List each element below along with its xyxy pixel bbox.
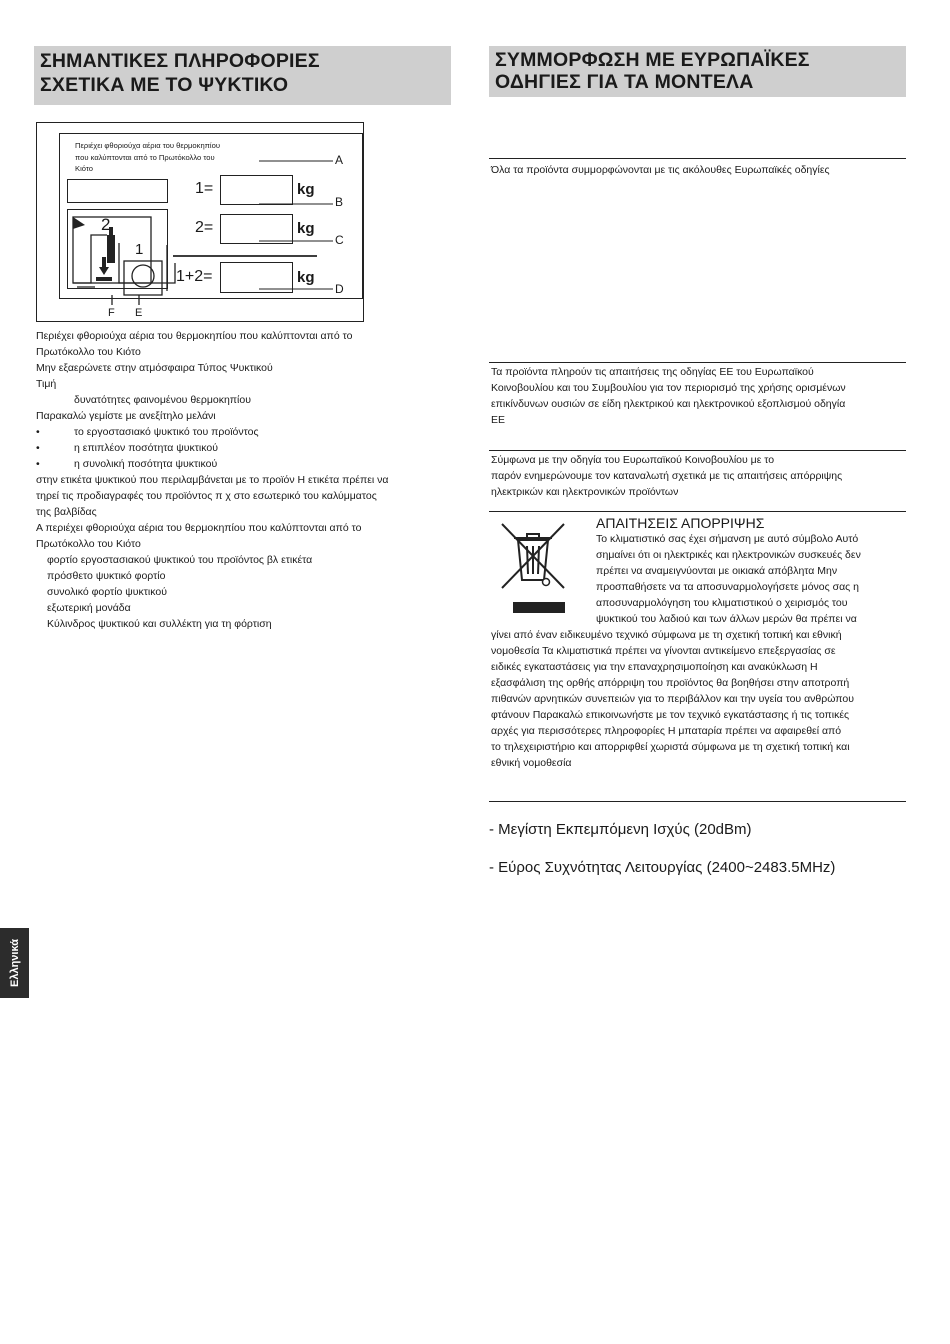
disposal-wide-text (491, 627, 904, 771)
left-body-line5: δυνατότητες φαινομένου θερμοκηπίου (74, 394, 251, 406)
disposal-line: σημαίνει ότι οι ηλεκτρικές και ηλεκτρονικών συσκευές δεν (596, 549, 861, 561)
legend-item: συνολικό φορτίο ψυκτικού (47, 586, 167, 598)
frequency-range-spec: - Εύρος Συχνότητας Λειτουργίας (2400~2483.5MHz) (489, 859, 836, 876)
right-heading-line2: ΟΔΗΓΙΕΣ ΓΙΑ ΤΑ ΜΟΝΤΕΛΑ (495, 71, 754, 93)
callout-f: F (108, 307, 115, 319)
rohs-line: Τα προϊόντα πληρούν τις απαιτήσεις της οδηγίας ΕΕ του Ευρωπαϊκού (491, 366, 814, 378)
divider (489, 362, 906, 363)
left-body2-line1: στην ετικέτα ψυκτικού που περιλαμβάνεται με το προϊόν Η ετικέτα πρέπει να (36, 474, 389, 486)
right-heading-line1: ΣΥΜΜΟΡΦΩΣΗ ΜΕ ΕΥΡΩΠΑΪΚΕΣ (495, 49, 810, 71)
left-body2-line2: τηρεί τις προδιαγραφές του προϊόντος π χ στο εσωτερικό του καλύμματος (36, 490, 377, 502)
weee-line: ηλεκτρικών και ηλεκτρονικών προϊόντων (491, 486, 679, 498)
legend-item: εξωτερική μονάδα (47, 602, 131, 614)
left-body-line4: Τιμή (36, 378, 57, 390)
disposal-line: Το κλιματιστικό σας έχει σήμανση με αυτό σύμβολο Αυτό (596, 533, 859, 545)
bullet-text: το εργοστασιακό ψυκτικό του προϊόντος (74, 426, 259, 438)
disposal-narrow-text (596, 531, 904, 627)
left-section-heading (34, 46, 451, 105)
weee-paragraph (491, 452, 904, 500)
legend-item: φορτίο εργοστασιακού ψυκτικού του προϊόντος βλ ετικέτα (47, 554, 313, 566)
factory-charge-box (220, 175, 293, 205)
factory-charge-unit: kg (297, 181, 315, 198)
bullet-icon: • (36, 426, 40, 438)
callout-a: A (335, 153, 344, 167)
left-body-line2: Πρωτόκολλο του Κιότο (36, 346, 141, 358)
disposal-line: γίνει από έναν ειδικευμένο τεχνικό σύμφωνα με τη σχετική τοπική και εθνική (491, 629, 842, 641)
disposal-line: το τηλεχειριστήριο και απορριφθεί χωριστά σύμφωνα με τη σχετική τοπική και (491, 741, 850, 753)
disposal-line: εξασφάλιση της ορθής απόρριψη του προϊόντος θα βοηθήσει στην αποτροπή (491, 677, 850, 689)
disposal-line: αρχές για περισσότερες πληροφορίες Η μπαταρία πρέπει να αφαιρεθεί από (491, 725, 842, 737)
weee-line: Σύμφωνα με την οδηγία του Ευρωπαϊκού Κοινοβουλίου με το (491, 454, 775, 466)
language-tab-label: Ελληνικά (8, 939, 21, 987)
additional-charge-row-label: 2= (195, 219, 214, 236)
rohs-line: επικίνδυνων ουσιών σε είδη ηλεκτρικού και ηλεκτρονικού εξοπλισμού οδηγία (491, 398, 846, 410)
factory-charge-row-label: 1= (195, 180, 214, 197)
language-side-tab (0, 928, 29, 998)
label-text-line2: που καλύπτονται από το Πρωτόκολλο του (75, 152, 215, 162)
disposal-line: πρέπει να αναμειγνύονται με οικιακά απόβλητα Μην (596, 565, 838, 577)
label-text-line3: Κιότο (75, 164, 93, 173)
left-body-line3: Μην εξαερώνετε στην ατμόσφαιρα Τύπος Ψυκτικού (36, 362, 273, 374)
divider (489, 801, 906, 802)
divider (489, 511, 906, 512)
disposal-line: προσπαθήσετε να τα αποσυναρμολογήσετε μόνος σας η (596, 581, 859, 593)
bullet-text: η συνολική ποσότητα ψυκτικού (74, 458, 218, 470)
rohs-line: Κοινοβουλίου και του Συμβουλίου για τον περιορισμό της χρήσης ορισμένων (491, 382, 846, 394)
total-charge-row-label: 1+2= (176, 268, 213, 285)
additional-charge-unit: kg (297, 220, 315, 237)
rohs-paragraph (491, 364, 904, 428)
divider (489, 450, 906, 451)
disposal-line: πιθανών αρνητικών συνεπειών για το περιβάλλον και την υγεία του ανθρώπου (491, 693, 854, 705)
left-body2-line4: Α περιέχει φθοριούχα αέρια του θερμοκηπίου που καλύπτονται από το (36, 522, 362, 534)
disposal-line: νομοθεσία Τα κλιματιστικά πρέπει να γίνονται αντικείμενο επεξεργασίας σε (491, 645, 836, 657)
total-charge-box (220, 262, 293, 293)
legend-item: Κύλινδρος ψυκτικού και συλλέκτη για τη φόρτιση (47, 618, 272, 630)
num-2-label: 2 (101, 215, 111, 234)
left-body-line1: Περιέχει φθοριούχα αέρια του θερμοκηπίου που καλύπτονται από το (36, 330, 353, 342)
disposal-line: ειδικές εγκαταστάσεις για την επαναχρησιμοποίηση και ανακύκλωση Η (491, 661, 818, 673)
right-section-heading (489, 46, 906, 97)
callout-b: B (335, 195, 344, 209)
additional-charge-box (220, 214, 293, 244)
label-text-line1: Περιέχει φθοριούχα αέρια του θερμοκηπίου (75, 141, 220, 150)
left-body2-line3: της βαλβίδας (36, 506, 97, 518)
callout-e: E (135, 307, 143, 319)
num-1-label: 1 (135, 241, 144, 258)
bullet-text: η επιπλέον ποσότητα ψυκτικού (74, 442, 218, 454)
disposal-line: ψυκτικού του λαδιού και των άλλων μερών θα πρέπει να (596, 613, 857, 625)
left-body2-line5: Πρωτόκολλο του Κιότο (36, 538, 141, 550)
rohs-line: ΕΕ (491, 414, 506, 426)
left-legend (36, 552, 446, 632)
bullet-icon: • (36, 458, 40, 470)
total-charge-unit: kg (297, 269, 315, 286)
left-body-line6: Παρακαλώ γεμίστε με ανεξίτηλο μελάνι (36, 410, 216, 422)
weee-line: παρόν ενημερώνουμε τον καταναλωτή σχετικά με τις απαιτήσεις απόρριψης (491, 470, 843, 482)
list-item (36, 424, 446, 440)
left-heading-line2: ΣΧΕΤΙΚΑ ΜΕ ΤΟ ΨΥΚΤΙΚΟ (40, 74, 289, 96)
directives-intro: Όλα τα προϊόντα συμμορφώνονται με τις ακόλουθες Ευρωπαϊκές οδηγίες (491, 164, 830, 176)
crossed-bin-icon (500, 520, 574, 616)
legend-item: πρόσθετο ψυκτικό φορτίο (47, 570, 166, 582)
callout-d: D (335, 282, 344, 296)
disposal-line: αποσυναρμολόγηση του κλιματιστικού ο χειρισμός του (596, 597, 848, 609)
disposal-line: εθνική νομοθεσία (491, 757, 572, 769)
refrigerant-label-diagram (36, 122, 364, 322)
left-heading-line1: ΣΗΜΑΝΤΙΚΕΣ ΠΛΗΡΟΦΟΡΙΕΣ (40, 50, 320, 72)
list-item (36, 456, 446, 472)
left-body-text (36, 328, 446, 632)
list-item (36, 440, 446, 456)
disposal-line: φτάνουν Παρακαλώ επικοινωνήστε με τον τεχνικό εγκατάστασης ή τις τοπικές (491, 709, 850, 721)
bullet-icon: • (36, 442, 40, 454)
divider (489, 158, 906, 159)
disposal-title: ΑΠΑΙΤΗΣΕΙΣ ΑΠΟΡΡΙΨΗΣ (596, 515, 765, 531)
max-power-spec: - Μεγίστη Εκπεμπόμενη Ισχύς (20dBm) (489, 821, 752, 838)
callout-c: C (335, 233, 344, 247)
